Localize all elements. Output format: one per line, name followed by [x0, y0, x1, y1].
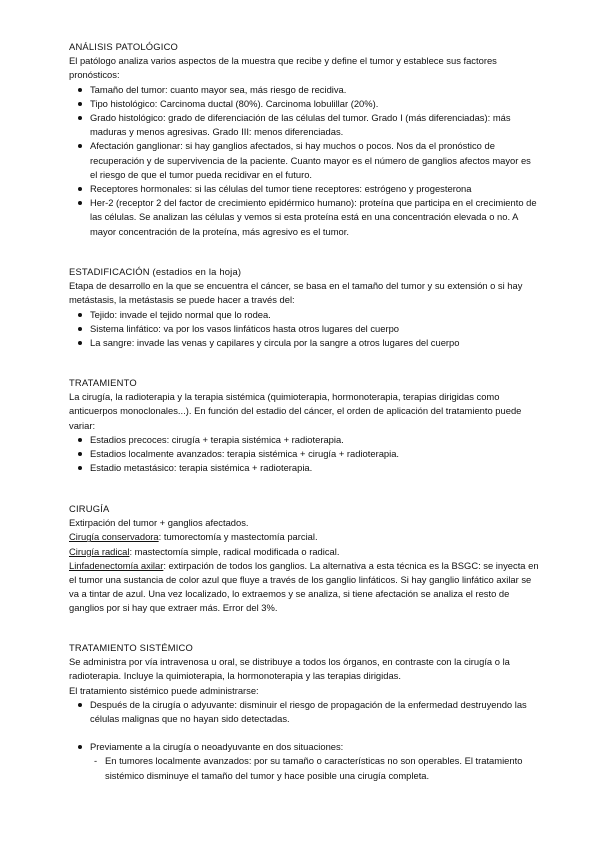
- list-item: Tipo histológico: Carcinoma ductal (80%). Carcinoma lobulillar (20%).: [90, 97, 539, 111]
- term-cirugia-conservadora: Cirugía conservadora: [69, 531, 159, 543]
- definition-text: : mastectomía simple, radical modificada o radical.: [129, 545, 340, 557]
- section-cirugia: [69, 502, 539, 616]
- term-linfadenectomia-axilar: Linfadenectomía axilar: [69, 559, 164, 571]
- spacer: [69, 726, 539, 740]
- list-item: Grado histológico: grado de diferenciación de las células del tumor. Grado I (más diferenciadas): más maduras y menos agresivas. Grado III: menos diferenciadas.: [90, 111, 539, 139]
- definition-cirugia-radical: [69, 545, 539, 559]
- definition-linfadenectomia: [69, 559, 539, 616]
- section-intro: Se administra por vía intravenosa u oral, se distribuye a todos los órganos, en contraste con la cirugía o la radioterapia. Incluye la quimioterapia, la hormonoterapia y las terapias dirigidas.: [69, 656, 510, 682]
- list-item: Afectación ganglionar: si hay ganglios afectados, si hay muchos o pocos. Nos da el pronóstico de recuperación y de supervivencia de la paciente. Cuanto mayor es el número de ganglios afectos mayor es el riesgo de que el tumor pueda recidivar en el futuro.: [90, 139, 539, 182]
- list-item: [90, 740, 539, 783]
- bullet-list: [69, 308, 539, 351]
- term-cirugia-radical: Cirugía radical: [69, 545, 130, 557]
- sub-list: [90, 754, 539, 782]
- section-intro: Extirpación del tumor + ganglios afectados.: [69, 517, 249, 529]
- list-item: Después de la cirugía o adyuvante: disminuir el riesgo de propagación de la enfermedad destruyendo las células malignas que no hayan sido detectadas.: [90, 698, 539, 726]
- definition-text: : tumorectomía y mastectomía parcial.: [158, 531, 318, 543]
- list-item: Her-2 (receptor 2 del factor de crecimiento epidérmico humano): proteína que participa en el crecimiento de las células. Se analizan las células y vemos si esta proteína está en una concentración elevada o no. A mayor concentración de la proteína, más agresivo es el tumor.: [90, 196, 539, 239]
- section-heading: CIRUGÍA: [69, 503, 110, 514]
- section-intro: El patólogo analiza varios aspectos de la muestra que recibe y define el tumor y establece sus factores pronósticos:: [69, 55, 497, 81]
- definition-cirugia-conservadora: [69, 530, 539, 544]
- list-item: Estadios localmente avanzados: terapia sistémica + cirugía + radioterapia.: [90, 447, 539, 461]
- section-heading: TRATAMIENTO SISTÉMICO: [69, 642, 193, 653]
- definition-text: : extirpación de todos los ganglios. La alternativa a esta técnica es la BSGC: se inyecta en el tumor una sustancia de color azul que fluye a través de los ganglio linfáticos. Si hay ganglio linfático axilar se va a tintar de azul. Una vez localizado, lo extraemos y se analiza, si tiene afectación se analiza el resto de ganglios por si hay que extraer más. Error del 3%.: [69, 559, 539, 614]
- section-intro-2: El tratamiento sistémico puede administrarse:: [69, 684, 259, 696]
- bullet-list: [69, 433, 539, 476]
- section-tratamiento-sistemico: [69, 641, 539, 783]
- list-item: Estadios precoces: cirugía + terapia sistémica + radioterapia.: [90, 433, 539, 447]
- bullet-list: [69, 698, 539, 726]
- section-tratamiento: [69, 376, 539, 475]
- list-item: Receptores hormonales: si las células del tumor tiene receptores: estrógeno y progesterona: [90, 182, 539, 196]
- bullet-list: [69, 83, 539, 239]
- section-heading: ANÁLISIS PATOLÓGICO: [69, 41, 179, 52]
- section-analisis-patologico: [69, 40, 539, 239]
- bullet-list: [69, 740, 539, 783]
- section-heading: TRATAMIENTO: [69, 377, 137, 388]
- section-heading: ESTADIFICACIÓN (estadios en la hoja): [69, 266, 242, 277]
- list-item: Estadio metastásico: terapia sistémica + radioterapia.: [90, 461, 539, 475]
- section-intro: Etapa de desarrollo en la que se encuentra el cáncer, se basa en el tamaño del tumor y su extensión o si hay metástasis, la metástasis se puede hacer a través del:: [69, 280, 523, 306]
- sub-list-item: - En tumores localmente avanzados: por su tamaño o características no son operables. El tratamiento sistémico disminuye el tamaño del tumor y hace posible una cirugía completa.: [105, 754, 539, 782]
- list-item: Sistema linfático: va por los vasos linfáticos hasta otros lugares del cuerpo: [90, 322, 539, 336]
- list-item: Tejido: invade el tejido normal que lo rodea.: [90, 308, 539, 322]
- section-estadificacion: [69, 265, 539, 350]
- section-intro: La cirugía, la radioterapia y la terapia sistémica (quimioterapia, hormonoterapia, terapias dirigidas como anticuerpos monoclonales...). En función del estadio del cáncer, el orden de aplicación del tratamiento puede variar:: [69, 391, 522, 431]
- list-item-text: Previamente a la cirugía o neoadyuvante en dos situaciones:: [90, 741, 344, 753]
- list-item: La sangre: invade las venas y capilares y circula por la sangre a otros lugares del cuerpo: [90, 336, 539, 350]
- list-item: Tamaño del tumor: cuanto mayor sea, más riesgo de recidiva.: [90, 83, 539, 97]
